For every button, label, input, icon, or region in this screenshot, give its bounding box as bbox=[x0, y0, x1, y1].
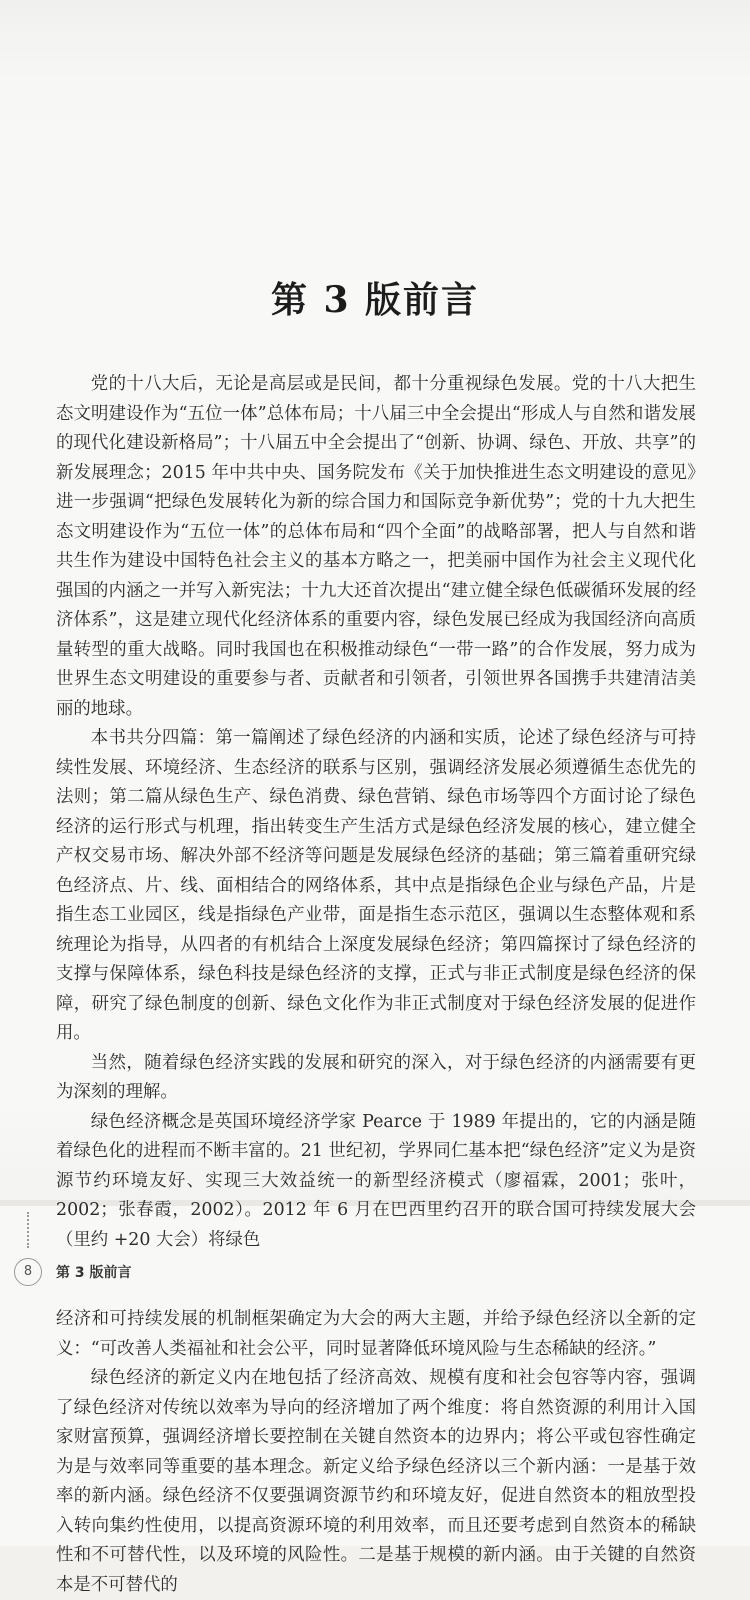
paragraph-1: 党的十八大后，无论是高层或是民间，都十分重视绿色发展。党的十八大把生态文明建设作为“五位一体”总体布局；十八届三中全会提出“形成人与自然和谐发展的现代化建设新格局”；十八届五中全会提出了“创新、协调、绿色、开放、共享”的新发展理念；2015 年中共中央、国务院发布《关于加快推进生态文明建设的意见》进一步强调“把绿色发展转化为新的综合国力和国际竞争新优势”；党的十九大把生态文明建设作为“五位一体”的总体布局和“四个全面”的战略部署，把人与自然和谐共生作为建设中国特色社会主义的基本方略之一，把美丽中国作为社会主义现代化强国的内涵之一并写入新宪法；十九大还首次提出“建立健全绿色低碳循环发展的经济体系”，这是建立现代化经济体系的重要内容，绿色发展已经成为我国经济向高质量转型的重大战略。同时我国也在积极推动绿色“一带一路”的合作发展，努力成为世界生态文明建设的重要参与者、贡献者和引领者，引领世界各国携手共建清洁美丽的地球。 bbox=[56, 374, 696, 719]
preface-body bbox=[56, 370, 696, 1255]
paragraph-4: 绿色经济概念是英国环境经济学家 Pearce 于 1989 年提出的，它的内涵是随着绿色化的进程而不断丰富的。21 世纪初，学界同仁基本把“绿色经济”定义为是资源节约环境友好、实现三大效益统一的新型经济模式（廖福霖，2001；张叶，2002；张春霞，2002）。2012 年 6 月在巴西里约召开的联合国可持续发展大会（里约 +20 大会）将绿色 bbox=[56, 1111, 696, 1250]
continuation-paragraph: 经济和可持续发展的机制框架确定为大会的两大主题，并给予绿色经济以全新的定义：“可改善人类福祉和社会公平，同时显著降低环境风险与生态稀缺的经济。” bbox=[56, 1309, 696, 1359]
page-title: 第 3 版前言 bbox=[270, 279, 480, 321]
paragraph-5: 绿色经济的新定义内在地包括了经济高效、规模有度和社会包容等内容，强调了绿色经济对传统以效率为导向的经济增加了两个维度：将自然资源的利用计入国家财富预算，强调经济增长要控制在关键自然资本的边界内；将公平或包容性确定为是与效率同等重要的基本理念。新定义给予绿色经济以三个新内涵：一是基于效率的新内涵。绿色经济不仅要强调资源节约和环境友好，促进自然资本的粗放型投入转向集约性使用，以提高资源环境的利用效率，而且还要考虑到自然资本的稀缺性和不可替代性，以及环境的风险性。二是基于规模的新内涵。由于关键的自然资本是不可替代的 bbox=[56, 1368, 696, 1595]
page-number: 8 bbox=[14, 1258, 42, 1286]
paragraph-3: 当然，随着绿色经济实践的发展和研究的深入，对于绿色经济的内涵需要有更为深刻的理解。 bbox=[56, 1052, 696, 1102]
margin-dotted-line bbox=[27, 1212, 29, 1248]
continued-body bbox=[56, 1305, 696, 1600]
paragraph-2: 本书共分四篇：第一篇阐述了绿色经济的内涵和实质，论述了绿色经济与可持续性发展、环境经济、生态经济的联系与区别，强调经济发展必须遵循生态优先的法则；第二篇从绿色生产、绿色消费、绿色营销、绿色市场等四个方面讨论了绿色经济的运行形式与机理，指出转变生产生活方式是绿色经济发展的核心，建立健全产权交易市场、解决外部不经济等问题是发展绿色经济的基础；第三篇着重研究绿色经济点、片、线、面相结合的网络体系，其中点是指绿色企业与绿色产品，片是指生态工业园区，线是指绿色产业带，面是指生态示范区，强调以生态整体观和系统理论为指导，从四者的有机结合上深度发展绿色经济；第四篇探讨了绿色经济的支撑与保障体系，绿色科技是绿色经济的支撑，正式与非正式制度是绿色经济的保障，研究了绿色制度的创新、绿色文化作为非正式制度对于绿色经济发展的促进作用。 bbox=[56, 728, 696, 1043]
running-head: 第 3 版前言 bbox=[56, 1265, 132, 1281]
